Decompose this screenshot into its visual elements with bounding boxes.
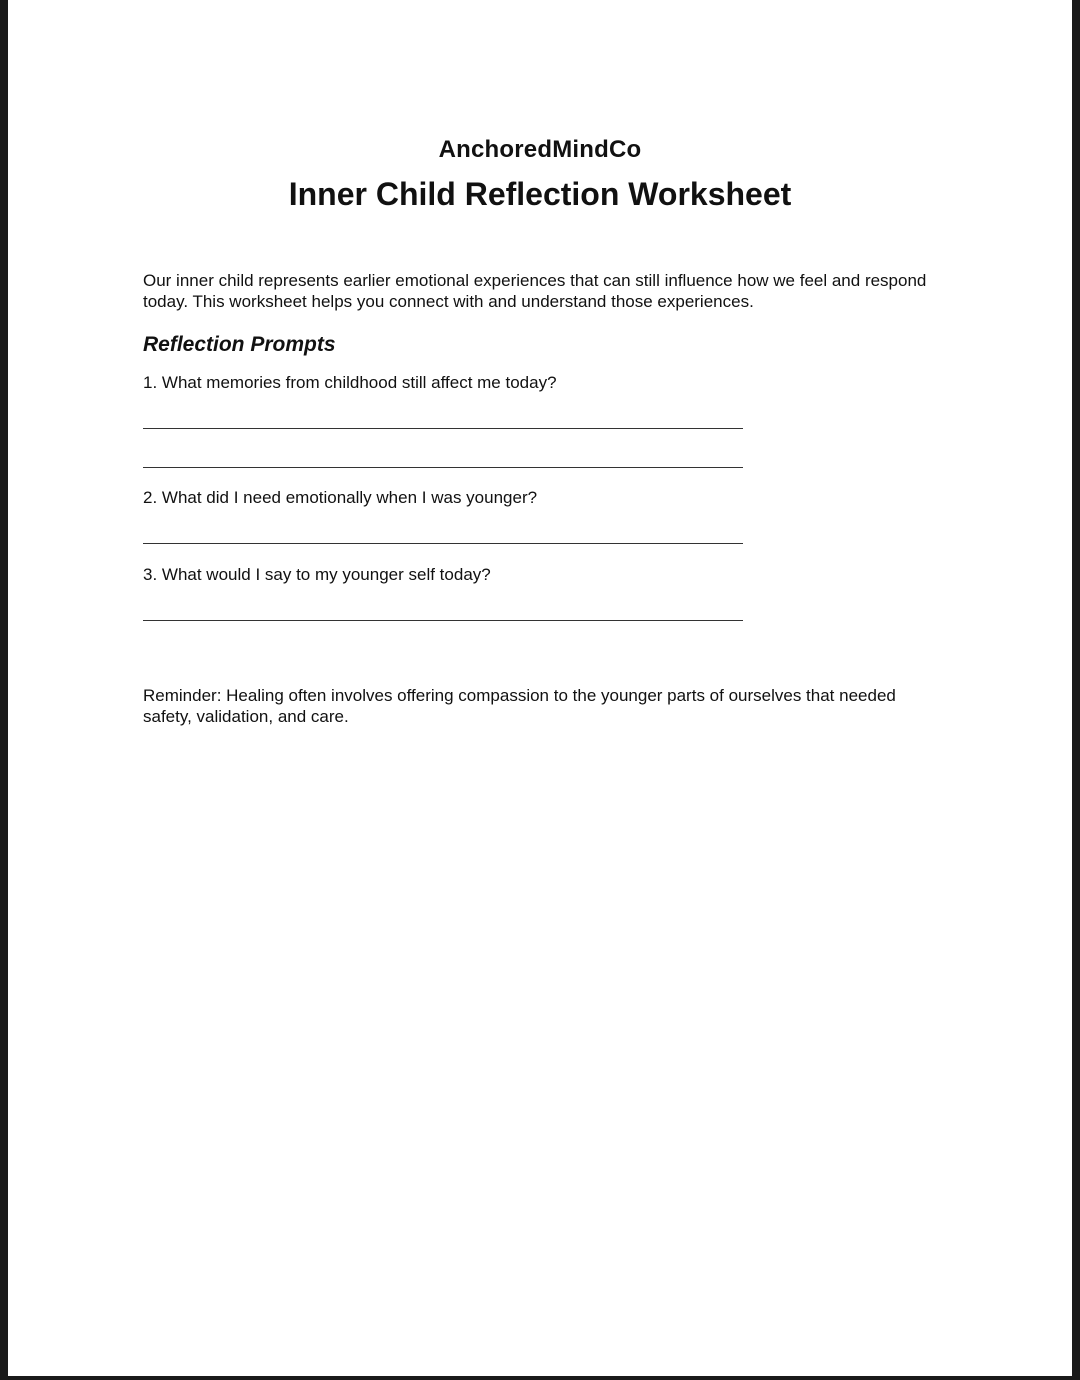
answer-line-1a[interactable] bbox=[143, 428, 743, 429]
prompt-1: 1. What memories from childhood still affect me today? bbox=[143, 373, 557, 392]
answer-line-3[interactable] bbox=[143, 620, 743, 621]
reminder-paragraph: Reminder: Healing often involves offering compassion to the younger parts of ourselves that needed safety, validation, and care. bbox=[143, 686, 896, 726]
brand-name: AnchoredMindCo bbox=[438, 136, 642, 163]
prompt-3: 3. What would I say to my younger self today? bbox=[143, 565, 491, 584]
intro-paragraph: Our inner child represents earlier emotional experiences that can still influence how we feel and respond today. This worksheet helps you connect with and understand those experiences. bbox=[143, 271, 927, 311]
prompt-2: 2. What did I need emotionally when I was younger? bbox=[143, 488, 538, 507]
worksheet-page bbox=[8, 0, 1072, 1376]
answer-line-2[interactable] bbox=[143, 543, 743, 544]
page-title: Inner Child Reflection Worksheet bbox=[288, 176, 792, 212]
answer-line-1b[interactable] bbox=[143, 467, 743, 468]
section-heading: Reflection Prompts bbox=[143, 333, 336, 356]
